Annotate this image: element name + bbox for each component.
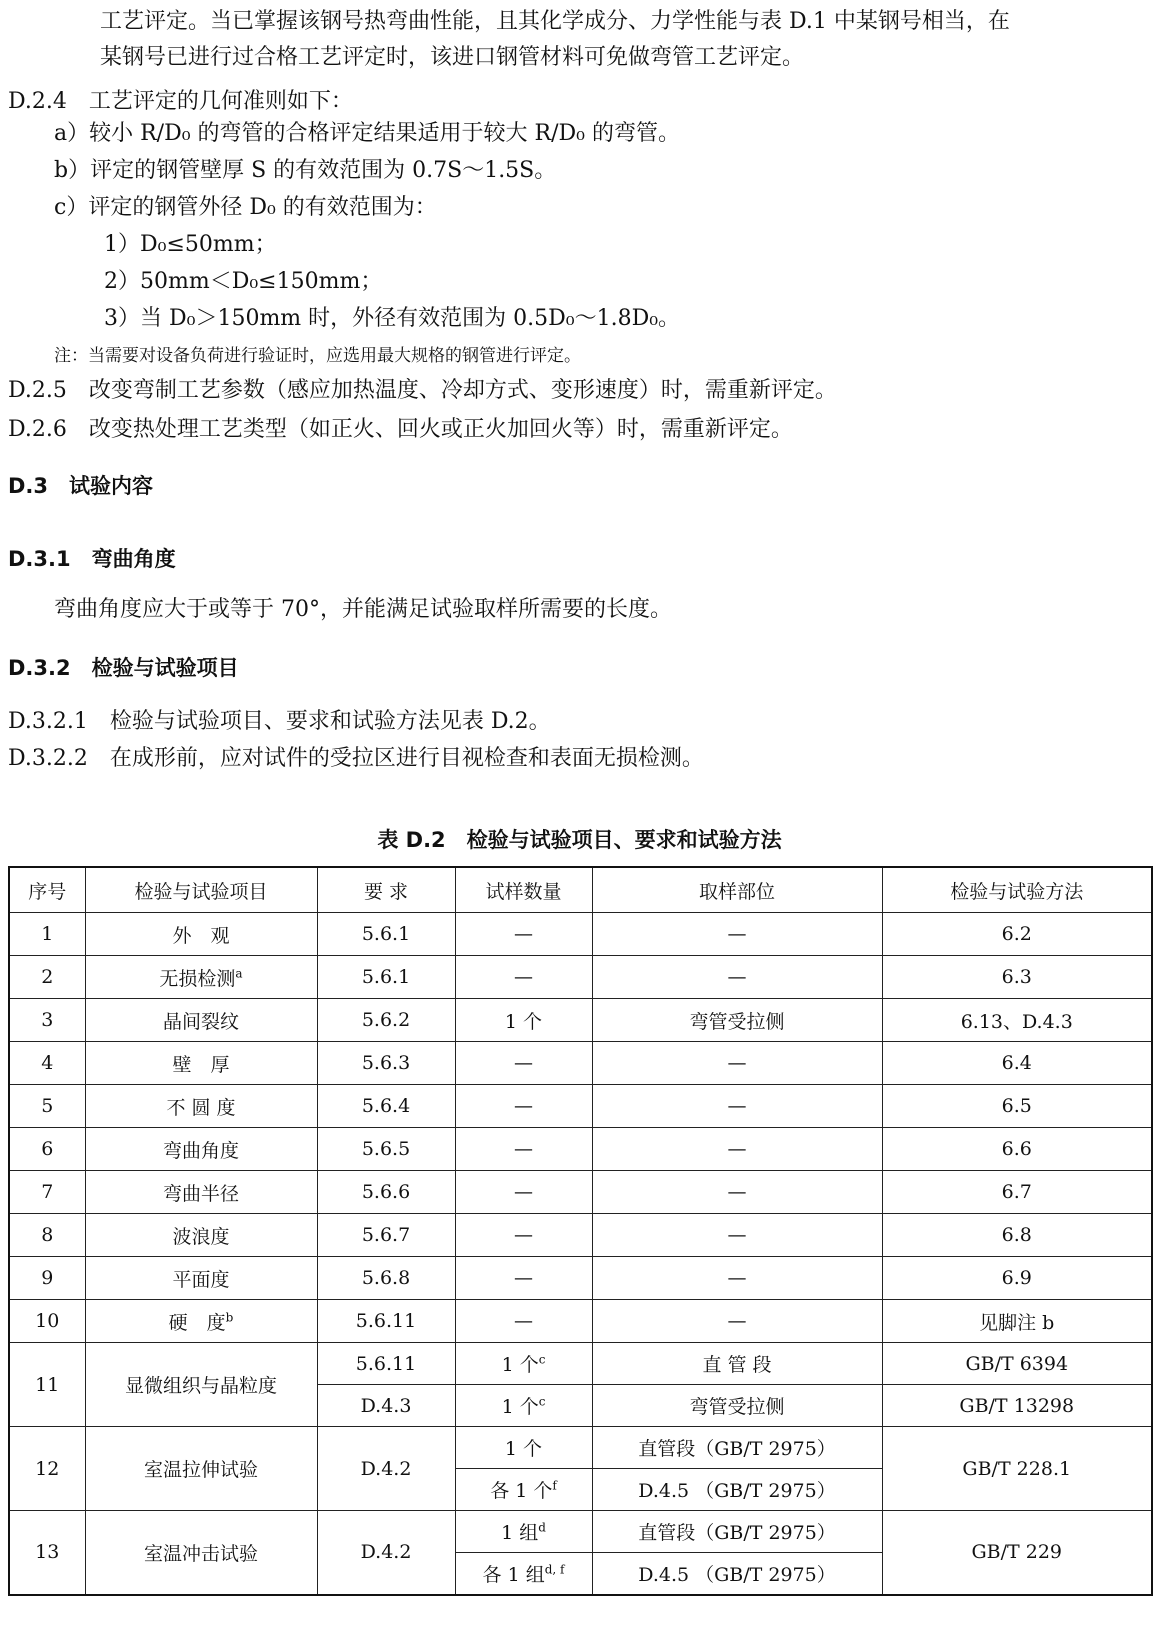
cell-location: 弯管受拉侧 <box>592 1385 882 1427</box>
cell-requirement: 5.6.1 <box>317 956 455 999</box>
cell-requirement: 5.6.5 <box>317 1128 455 1171</box>
table-row <box>9 1300 1152 1343</box>
cell-requirement: D.4.3 <box>317 1385 455 1427</box>
cell-method: GB/T 6394 <box>882 1343 1152 1385</box>
cell-requirement: 5.6.4 <box>317 1085 455 1128</box>
cell-quantity: — <box>455 913 592 956</box>
table-row <box>9 1214 1152 1257</box>
cell-item: 无损检测$^a$ <box>85 956 317 999</box>
cell-location: — <box>592 1214 882 1257</box>
header-item: 检验与试验项目 <box>85 867 317 913</box>
cell-requirement: 5.6.11 <box>317 1343 455 1385</box>
cell-method: 6.5 <box>882 1085 1152 1128</box>
table-row <box>9 999 1152 1042</box>
cell-location: 直管段（GB/T 2975） <box>592 1427 882 1469</box>
cell-location: 直 管 段 <box>592 1343 882 1385</box>
cell-no: 4 <box>9 1042 85 1085</box>
cell-no: 5 <box>9 1085 85 1128</box>
cell-quantity: 1 组$^d$ <box>455 1511 592 1553</box>
cell-location: — <box>592 1171 882 1214</box>
cell-no: 9 <box>9 1257 85 1300</box>
header-no: 序号 <box>9 867 85 913</box>
cell-quantity: 1 个$^c$ <box>455 1385 592 1427</box>
paragraph-line: D.2.5 改变弯制工艺参数（感应加热温度、冷却方式、变形速度）时，需重新评定。 <box>8 378 837 403</box>
table-row-13a <box>9 1511 1152 1553</box>
cell-requirement: D.4.2 <box>317 1511 455 1595</box>
cell-requirement: 5.6.6 <box>317 1171 455 1214</box>
cell-location: 弯管受拉侧 <box>592 999 882 1042</box>
paragraph-line: 2）50mm＜D₀≤150mm； <box>104 269 383 294</box>
cell-item: 显微组织与晶粒度 <box>85 1343 317 1427</box>
cell-quantity: — <box>455 956 592 999</box>
cell-requirement: 5.6.7 <box>317 1214 455 1257</box>
paragraph-line: 某钢号已进行过合格工艺评定时，该进口钢管材料可免做弯管工艺评定。 <box>100 45 805 70</box>
cell-no: 11 <box>9 1343 85 1427</box>
table-header-row <box>9 867 1152 913</box>
cell-location: — <box>592 1042 882 1085</box>
paragraph-line: 弯曲角度应大于或等于 70°，并能满足试验取样所需要的长度。 <box>54 597 672 622</box>
cell-method: GB/T 229 <box>882 1511 1152 1595</box>
table-row-12a <box>9 1427 1152 1469</box>
cell-method: 6.2 <box>882 913 1152 956</box>
footnote-mark: b <box>225 1310 234 1325</box>
cell-item: 壁 厚 <box>85 1042 317 1085</box>
paragraph-line: a）较小 R/D₀ 的弯管的合格评定结果适用于较大 R/D₀ 的弯管。 <box>54 121 680 146</box>
cell-requirement: D.4.2 <box>317 1427 455 1511</box>
cell-no: 2 <box>9 956 85 999</box>
cell-method: 6.8 <box>882 1214 1152 1257</box>
table-row <box>9 1042 1152 1085</box>
cell-item: 波浪度 <box>85 1214 317 1257</box>
cell-method: 6.3 <box>882 956 1152 999</box>
cell-method: 6.9 <box>882 1257 1152 1300</box>
paragraph-line: D.3.2.1 检验与试验项目、要求和试验方法见表 D.2。 <box>8 709 551 734</box>
cell-item: 弯曲角度 <box>85 1128 317 1171</box>
table-row <box>9 1257 1152 1300</box>
cell-item: 室温拉伸试验 <box>85 1427 317 1511</box>
paragraph-line: D.3.2.2 在成形前，应对试件的受拉区进行目视检查和表面无损检测。 <box>8 746 704 771</box>
cell-method: 6.4 <box>882 1042 1152 1085</box>
paragraph-line: D.2.6 改变热处理工艺类型（如正火、回火或正火加回火等）时，需重新评定。 <box>8 417 793 442</box>
section-heading: D.3.1 弯曲角度 <box>8 547 176 571</box>
cell-location: D.4.5 （GB/T 2975） <box>592 1553 882 1595</box>
cell-no: 8 <box>9 1214 85 1257</box>
section-heading: D.3.2 检验与试验项目 <box>8 656 239 680</box>
table-caption: 表 D.2 检验与试验项目、要求和试验方法 <box>377 828 782 852</box>
cell-requirement: 5.6.8 <box>317 1257 455 1300</box>
footnote-mark: a <box>235 966 243 981</box>
cell-location: 直管段（GB/T 2975） <box>592 1511 882 1553</box>
header-requirement: 要 求 <box>317 867 455 913</box>
cell-quantity: — <box>455 1257 592 1300</box>
table-row-11a <box>9 1343 1152 1385</box>
paragraph-line: 工艺评定。当已掌握该钢号热弯曲性能，且其化学成分、力学性能与表 D.1 中某钢号相当，在 <box>100 9 1010 34</box>
footnote-mark: d <box>538 1520 546 1535</box>
paragraph-line: b）评定的钢管壁厚 S 的有效范围为 0.7S～1.5S。 <box>54 158 557 183</box>
cell-location: — <box>592 913 882 956</box>
cell-item: 平面度 <box>85 1257 317 1300</box>
cell-location: — <box>592 1128 882 1171</box>
footnote-mark: f <box>552 1478 557 1493</box>
footnote-mark: c <box>538 1352 546 1367</box>
cell-item: 硬 度$^b$ <box>85 1300 317 1343</box>
cell-quantity: 各 1 组$^{d, f}$ <box>455 1553 592 1595</box>
cell-quantity: — <box>455 1128 592 1171</box>
cell-location: — <box>592 956 882 999</box>
cell-quantity: 各 1 个$^f$ <box>455 1469 592 1511</box>
cell-quantity: — <box>455 1300 592 1343</box>
cell-no: 13 <box>9 1511 85 1595</box>
header-location: 取样部位 <box>592 867 882 913</box>
table-row <box>9 1085 1152 1128</box>
cell-method: 6.13、D.4.3 <box>882 999 1152 1042</box>
cell-no: 10 <box>9 1300 85 1343</box>
cell-quantity: 1 个 <box>455 1427 592 1469</box>
cell-location: — <box>592 1257 882 1300</box>
section-heading: D.3 试验内容 <box>8 474 154 498</box>
cell-no: 3 <box>9 999 85 1042</box>
cell-item: 外 观 <box>85 913 317 956</box>
table-row <box>9 913 1152 956</box>
paragraph-line: 3）当 D₀＞150mm 时，外径有效范围为 0.5D₀～1.8D₀。 <box>104 306 681 331</box>
cell-method: 6.6 <box>882 1128 1152 1171</box>
table-row <box>9 956 1152 999</box>
cell-quantity: — <box>455 1042 592 1085</box>
cell-quantity: 1 个 <box>455 999 592 1042</box>
cell-location: — <box>592 1085 882 1128</box>
cell-quantity: 1 个$^c$ <box>455 1343 592 1385</box>
paragraph-line: D.2.4 工艺评定的几何准则如下： <box>8 89 353 114</box>
cell-requirement: 5.6.2 <box>317 999 455 1042</box>
cell-no: 1 <box>9 913 85 956</box>
note-text: 注：当需要对设备负荷进行验证时，应选用最大规格的钢管进行评定。 <box>54 346 581 366</box>
cell-quantity: — <box>455 1171 592 1214</box>
cell-quantity: — <box>455 1214 592 1257</box>
cell-item: 室温冲击试验 <box>85 1511 317 1595</box>
cell-no: 12 <box>9 1427 85 1511</box>
cell-no: 6 <box>9 1128 85 1171</box>
cell-item: 不 圆 度 <box>85 1085 317 1128</box>
cell-method: 6.7 <box>882 1171 1152 1214</box>
cell-requirement: 5.6.3 <box>317 1042 455 1085</box>
footnote-mark: d, f <box>544 1562 565 1577</box>
cell-method: GB/T 228.1 <box>882 1427 1152 1511</box>
cell-item: 弯曲半径 <box>85 1171 317 1214</box>
cell-item: 晶间裂纹 <box>85 999 317 1042</box>
paragraph-line: 1）D₀≤50mm； <box>104 232 277 257</box>
footnote-mark: c <box>538 1394 546 1409</box>
table-row <box>9 1171 1152 1214</box>
cell-method: GB/T 13298 <box>882 1385 1152 1427</box>
paragraph-line: c）评定的钢管外径 D₀ 的有效范围为： <box>54 195 437 220</box>
cell-method: 见脚注 b <box>882 1300 1152 1343</box>
cell-location: — <box>592 1300 882 1343</box>
cell-quantity: — <box>455 1085 592 1128</box>
header-method: 检验与试验方法 <box>882 867 1152 913</box>
cell-location: D.4.5 （GB/T 2975） <box>592 1469 882 1511</box>
cell-no: 7 <box>9 1171 85 1214</box>
cell-requirement: 5.6.1 <box>317 913 455 956</box>
table-row <box>9 1128 1152 1171</box>
header-quantity: 试样数量 <box>455 867 592 913</box>
inspection-table <box>8 866 1153 1596</box>
cell-requirement: 5.6.11 <box>317 1300 455 1343</box>
